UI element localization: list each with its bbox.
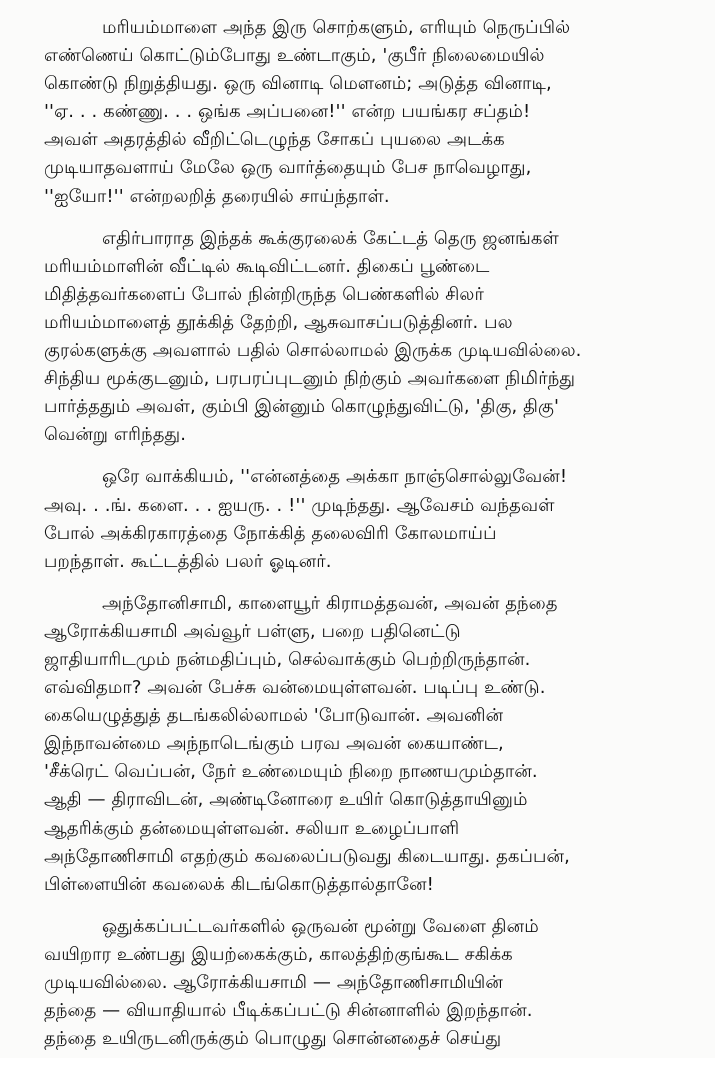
- text-line: அந்தோனிசாமி, காளையூர் கிராமத்தவன், அவன் தந்தை: [102, 592, 558, 614]
- text-line: ஜாதியாரிடமும் நன்மதிப்பும், செல்வாக்கும் பெற்றிருந்தான்.: [44, 648, 531, 670]
- text-line: ஆதரிக்கும் தன்மையுள்ளவன். சலியா உழைப்பாளி: [44, 817, 460, 839]
- text-line: வென்று எரிந்தது.: [44, 424, 187, 446]
- text-line: ஆரோக்கியசாமி அவ்வூர் பள்ளு, பறை பதினெட்டு: [44, 620, 461, 642]
- text-line: போல் அக்கிரகாரத்தை நோக்கித் தலைவிரி கோலமாய்ப்: [44, 522, 497, 544]
- text-line: ஒதுக்கப்பட்டவர்களில் ஒருவன் மூன்று வேளை தினம்: [102, 915, 539, 937]
- text-line: ஒரே வாக்கியம், ''என்னத்தை அக்கா நாஞ்சொல்லுவேன்!: [102, 466, 568, 488]
- text-line: அந்தோணிசாமி எதற்கும் கவலைப்படுவது கிடையாது. தகப்பன்,: [44, 845, 570, 867]
- text-line: எதிர்பாராத இந்தக் கூக்குரலைக் கேட்டத் தெரு ஜனங்கள்: [102, 227, 559, 249]
- text-line: எண்ணெய் கொட்டும்போது உண்டாகும், 'குபீர் நிலைமையில்: [44, 45, 545, 67]
- text-line: ''ஏ. . . கண்ணு. . . ஒங்க அப்பனை!'' என்ற பயங்கர சப்தம்!: [44, 101, 531, 123]
- text-line: மிதித்தவர்களைப் போல் நின்றிருந்த பெண்களில் சிலர்: [44, 283, 484, 305]
- paragraph-3: [44, 463, 676, 575]
- text-line: முடியாதவளாய் மேலே ஒரு வார்த்தையும் பேச நாவெழாது,: [44, 157, 532, 179]
- page-text: [44, 14, 676, 1067]
- text-line: ஆதி — திராவிடன், அண்டினோரை உயிர் கொடுத்தாயினும்: [44, 789, 528, 811]
- text-line: அவு. . .ங். களை. . . ஐயரு. . !'' முடிந்தது. ஆவேசம் வந்தவள்: [44, 494, 555, 516]
- text-line: இந்நாவன்மை அந்நாடெங்கும் பரவ அவன் கையாண்ட,: [44, 733, 504, 755]
- paragraph-5: [44, 913, 676, 1053]
- text-line: கொண்டு நிறுத்தியது. ஒரு வினாடி மௌனம்; அடுத்த வினாடி,: [44, 73, 552, 95]
- text-line: தந்தை — வியாதியால் பீடிக்கப்பட்டு சின்னாளில் இறந்தான்.: [44, 1000, 533, 1022]
- text-line: தந்தை உயிருடனிருக்கும் பொழுது சொன்னதைச் செய்து: [44, 1028, 502, 1050]
- text-line: மரியம்மாளின் வீட்டில் கூடிவிட்டனர். திகைப் பூண்டை: [44, 255, 490, 277]
- text-line: மரியம்மாளை அந்த இரு சொற்களும், எரியும் நெருப்பில்: [102, 17, 571, 38]
- text-line: சிந்திய மூக்குடனும், பரபரப்புடனும் நிற்கும் அவர்களை நிமிர்ந்து: [44, 368, 576, 390]
- text-line: பறந்தாள். கூட்டத்தில் பலர் ஓடினர்.: [44, 550, 332, 572]
- text-line: முடியவில்லை. ஆரோக்கியசாமி — அந்தோணிசாமியின்: [44, 972, 503, 993]
- text-line: ''ஐயோ!'' என்றலறித் தரையில் சாய்ந்தாள்.: [44, 185, 390, 207]
- paragraph-1: [44, 14, 676, 211]
- text-line: 'சீக்ரெட் வெப்பன், நேர் உண்மையும் நிறை நாணயமும்தான்.: [44, 761, 538, 783]
- paragraph-2: [44, 225, 676, 450]
- text-line: பிள்ளையின் கவலைக் கிடங்கொடுத்தால்தானே!: [44, 873, 434, 895]
- text-line: பார்த்ததும் அவள், கும்பி இன்னும் கொழுந்துவிட்டு, 'திகு, திகு': [44, 396, 559, 418]
- text-line: கையெழுத்துத் தடங்கலில்லாமல் 'போடுவான். அவனின்: [44, 705, 504, 727]
- text-line: அவள் அதரத்தில் வீறிட்டெழுந்த சோகப் புயலை அடக்க: [44, 129, 505, 151]
- text-line: குரல்களுக்கு அவளால் பதில் சொல்லாமல் இருக்க முடியவில்லை.: [44, 340, 582, 362]
- text-line: மரியம்மாளைத் தூக்கித் தேற்றி, ஆசுவாசப்படுத்தினர். பல: [44, 311, 513, 333]
- text-line: எவ்விதமா? அவன் பேச்சு வன்மையுள்ளவன். படிப்பு உண்டு.: [44, 677, 546, 699]
- paragraph-4: [44, 590, 676, 899]
- text-line: வயிறார உண்பது இயற்கைக்கும், காலத்திற்குங்கூட சகிக்க: [44, 943, 513, 965]
